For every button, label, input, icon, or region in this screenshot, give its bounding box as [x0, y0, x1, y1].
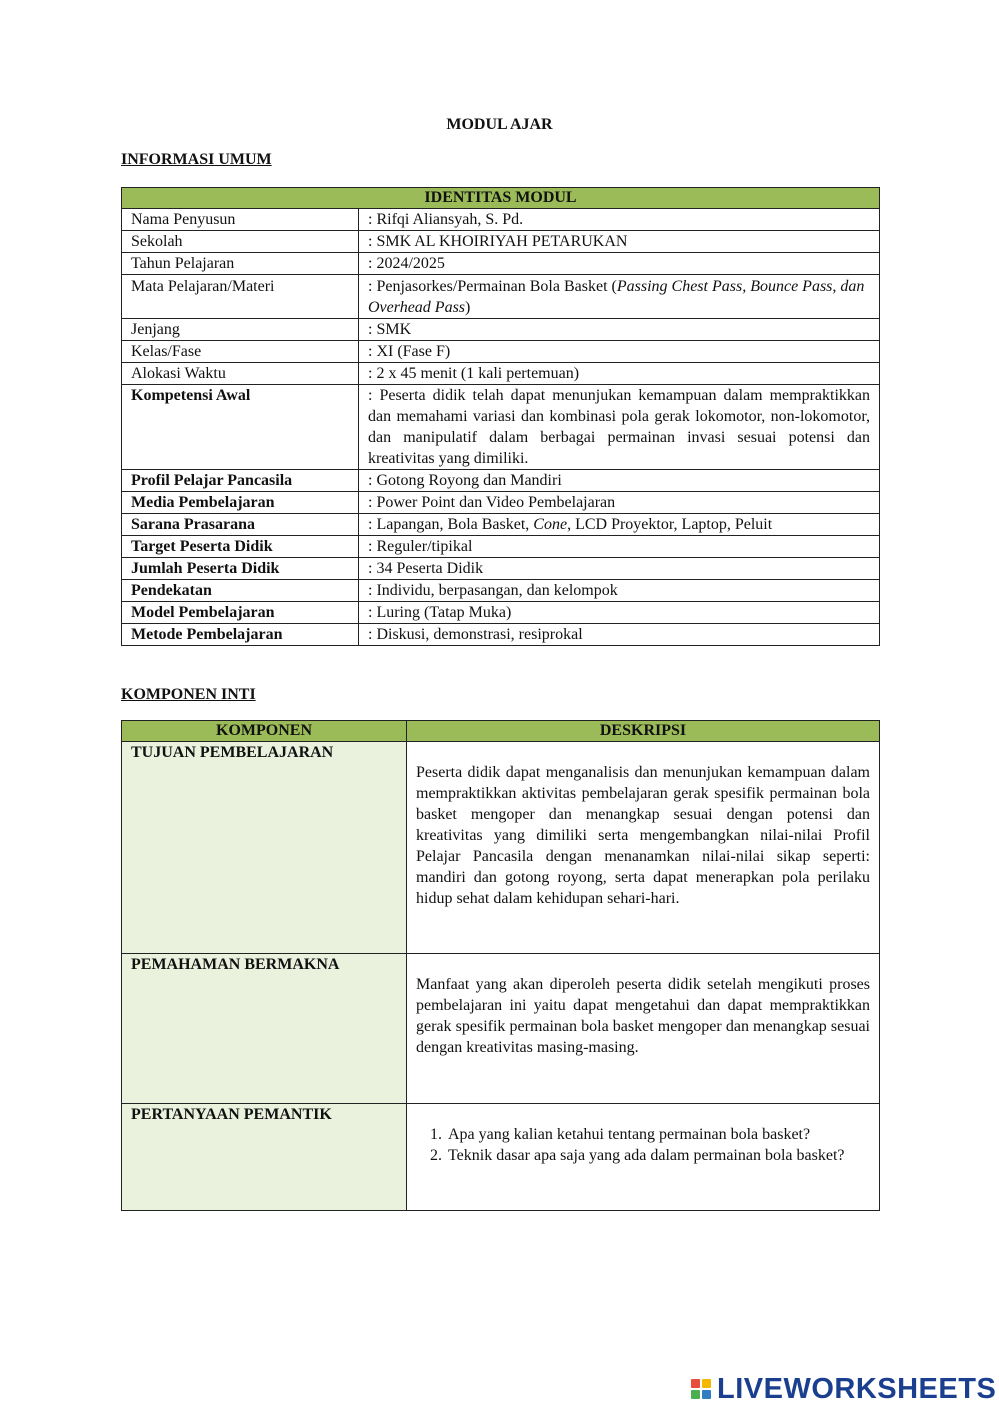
logo-square-green	[691, 1390, 700, 1399]
row-value: : 2024/2025	[359, 253, 880, 275]
row-value: : 2 x 45 menit (1 kali pertemuan)	[359, 363, 880, 385]
table-row	[122, 341, 880, 363]
row-label: Jumlah Peserta Didik	[122, 558, 359, 580]
table-row	[122, 1104, 880, 1211]
row-value: : Luring (Tatap Muka)	[359, 602, 880, 624]
logo-square-red	[691, 1379, 700, 1388]
table-row	[122, 363, 880, 385]
row-value	[359, 275, 880, 319]
table-row	[122, 580, 880, 602]
row-value: : SMK	[359, 319, 880, 341]
row-value: : Diskusi, demonstrasi, resiprokal	[359, 624, 880, 646]
row-label: Sekolah	[122, 231, 359, 253]
component-label: TUJUAN PEMBELAJARAN	[122, 742, 407, 954]
row-label: Profil Pelajar Pancasila	[122, 470, 359, 492]
header-component: KOMPONEN	[122, 721, 407, 742]
component-description	[407, 1104, 880, 1211]
row-label: Jenjang	[122, 319, 359, 341]
table-row	[122, 275, 880, 319]
row-value: : Individu, berpasangan, dan kelompok	[359, 580, 880, 602]
row-label: Nama Penyusun	[122, 209, 359, 231]
row-label: Tahun Pelajaran	[122, 253, 359, 275]
table-row	[122, 385, 880, 470]
identity-table-header	[122, 188, 880, 209]
value-prefix: : Lapangan, Bola Basket,	[368, 516, 534, 533]
row-label: Target Peserta Didik	[122, 536, 359, 558]
table-row	[122, 492, 880, 514]
logo-wordmark: LIVEWORKSHEETS	[717, 1372, 997, 1405]
row-value	[359, 514, 880, 536]
header-description: DESKRIPSI	[407, 721, 880, 742]
liveworksheets-logo-icon	[691, 1379, 711, 1399]
row-label: Model Pembelajaran	[122, 602, 359, 624]
component-label: PEMAHAMAN BERMAKNA	[122, 954, 407, 1104]
section-heading-general: INFORMASI UMUM	[121, 151, 272, 168]
table-row	[122, 602, 880, 624]
row-value: : Power Point dan Video Pembelajaran	[359, 492, 880, 514]
section-heading-core: KOMPONEN INTI	[121, 686, 256, 703]
row-label: Mata Pelajaran/Materi	[122, 275, 359, 319]
table-row	[122, 253, 880, 275]
table-row	[122, 319, 880, 341]
row-label: Kelas/Fase	[122, 341, 359, 363]
question-list	[416, 1124, 870, 1166]
row-label: Kompetensi Awal	[122, 385, 359, 470]
row-label: Sarana Prasarana	[122, 514, 359, 536]
logo-square-blue	[702, 1390, 711, 1399]
list-item: 2. Teknik dasar apa saja yang ada dalam permainan bola basket?	[446, 1145, 870, 1166]
list-item: 1. Apa yang kalian ketahui tentang permainan bola basket?	[446, 1124, 870, 1145]
logo-square-yellow	[702, 1379, 711, 1388]
core-table-header	[122, 721, 880, 742]
table-row	[122, 624, 880, 646]
document-title: MODUL AJAR	[446, 116, 553, 133]
component-label: PERTANYAAN PEMANTIK	[122, 1104, 407, 1211]
table-row	[122, 514, 880, 536]
row-value: : 34 Peserta Didik	[359, 558, 880, 580]
value-italic: Passing Chest Pass, Bounce Pass, dan Overhead Pass	[368, 278, 865, 316]
row-label: Alokasi Waktu	[122, 363, 359, 385]
table-row	[122, 231, 880, 253]
table-row	[122, 742, 880, 954]
value-italic: Cone	[533, 516, 568, 533]
row-label: Metode Pembelajaran	[122, 624, 359, 646]
row-value: : Gotong Royong dan Mandiri	[359, 470, 880, 492]
table-row	[122, 470, 880, 492]
row-value: : Peserta didik telah dapat menunjukan kemampuan dalam mempraktikkan dan memahami variasi dan kombinasi pola gerak lokomotor, non-lokomotor, dan manipulatif dalam berbagai permainan invasi sesuai potensi dan kreativitas yang dimiliki.	[359, 385, 880, 470]
value-suffix: )	[465, 299, 471, 316]
value-suffix: , LCD Proyektor, Laptop, Peluit	[567, 516, 773, 533]
identity-header-cell: IDENTITAS MODUL	[122, 188, 880, 209]
table-row	[122, 954, 880, 1104]
table-row	[122, 558, 880, 580]
core-components-table	[121, 720, 880, 1211]
value-prefix: : Penjasorkes/Permainan Bola Basket (	[368, 278, 617, 295]
row-value: : Reguler/tipikal	[359, 536, 880, 558]
component-description: Peserta didik dapat menganalisis dan menunjukan kemampuan dalam mempraktikkan aktivitas pembelajaran gerak spesifik permainan bola basket mengoper dan menangkap sesuai dengan potensi dan kreativitas yang dimiliki serta mengembangkan nilai-nilai Profil Pelajar Pancasila dengan menanamkan nilai-nilai sikap seperti: mandiri dan gotong royong, serta dapat menerapkan pola perilaku hidup sehat dalam kehidupan sehari-hari.	[407, 742, 880, 954]
table-row	[122, 209, 880, 231]
row-label: Media Pembelajaran	[122, 492, 359, 514]
table-row	[122, 536, 880, 558]
row-value: : SMK AL KHOIRIYAH PETARUKAN	[359, 231, 880, 253]
identity-table	[121, 187, 880, 646]
row-label: Pendekatan	[122, 580, 359, 602]
liveworksheets-logo[interactable]	[691, 1374, 996, 1404]
row-value: : Rifqi Aliansyah, S. Pd.	[359, 209, 880, 231]
row-value: : XI (Fase F)	[359, 341, 880, 363]
component-description: Manfaat yang akan diperoleh peserta didik setelah mengikuti proses pembelajaran ini yaitu dapat mengetahui dan dapat mempraktikkan gerak spesifik permainan bola basket mengoper dan menangkap sesuai dengan kreativitas masing-masing.	[407, 954, 880, 1104]
